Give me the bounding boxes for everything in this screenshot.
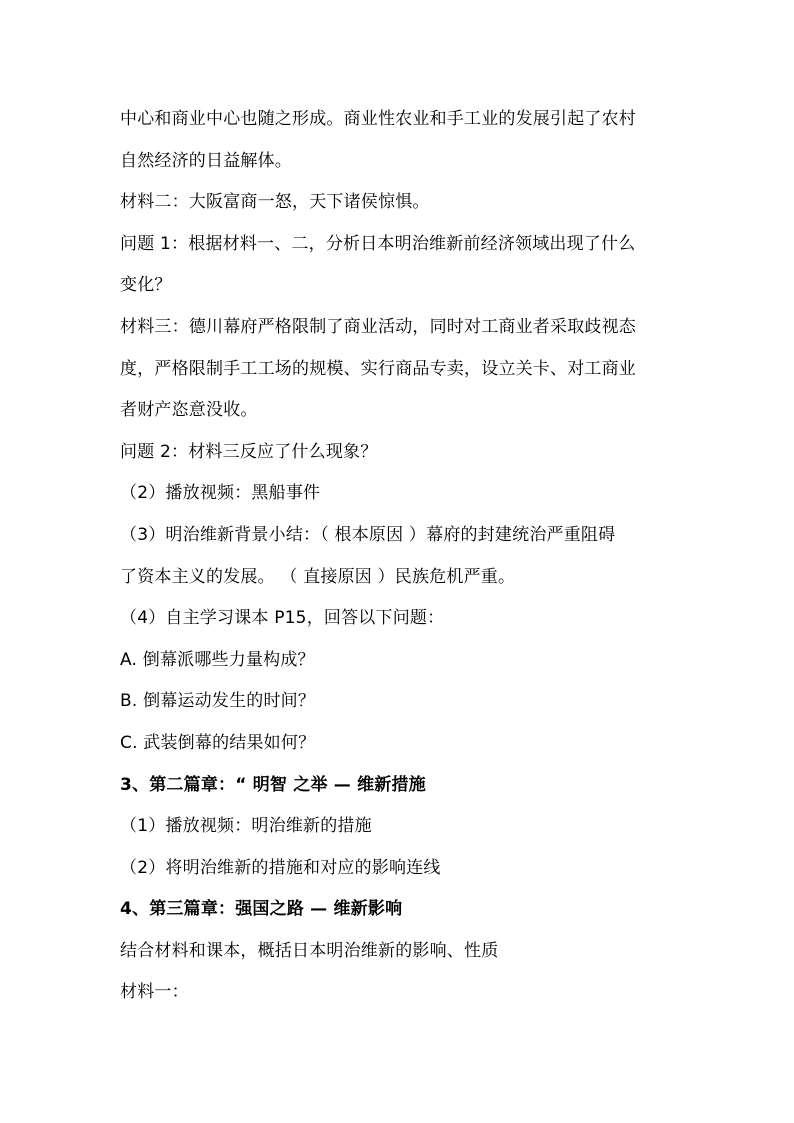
text-line: 度，严格限制手工工场的规模、实行商品专卖，设立关卡、对工商业 [120, 358, 636, 379]
list-item: （2）将明治维新的措施和对应的影响连线 [120, 857, 441, 878]
question-line: 问题 2：材料三反应了什么现象？ [120, 441, 378, 462]
question-line: 变化？ [120, 275, 172, 296]
text-line: 材料三：德川幕府严格限制了商业活动，同时对工商业者采取歧视态 [120, 316, 636, 337]
list-item: A. 倒幕派哪些力量构成？ [120, 649, 315, 670]
text-line: 者财产恣意没收。 [120, 400, 258, 421]
list-item: C. 武装倒幕的结果如何？ [120, 732, 316, 753]
list-item: （2）播放视频：黑船事件 [120, 483, 321, 504]
list-item: （3）明治维新背景小结：（ 根本原因 ）幕府的封建统治严重阻碍 [120, 524, 616, 545]
section-heading: 4、第三篇章：强国之路 — 维新影响 [120, 899, 403, 920]
text-line: 中心和商业中心也随之形成。商业性农业和手工业的发展引起了农村 [120, 109, 636, 129]
text-line: 自然经济的日益解体。 [120, 150, 292, 171]
list-item: （4）自主学习课本 P15，回答以下问题： [120, 608, 445, 629]
text-line: 材料二：大阪富商一怒，天下诸侯惊惧。 [120, 192, 430, 213]
list-item: （1）播放视频：明治维新的措施 [120, 816, 372, 837]
text-line: 结合材料和课本，概括日本明治维新的影响、性质 [120, 940, 499, 961]
document-body [120, 99, 680, 1014]
question-line: 问题 1：根据材料一、二，分析日本明治维新前经济领域出现了什么 [120, 233, 636, 254]
text-line: 了资本主义的发展。 （ 直接原因 ）民族危机严重。 [120, 566, 516, 587]
list-item: B. 倒幕运动发生的时间？ [120, 691, 316, 712]
text-line: 材料一： [120, 982, 189, 1003]
section-heading: 3、第二篇章：“ 明智 之举 — 维新措施 [120, 774, 426, 795]
